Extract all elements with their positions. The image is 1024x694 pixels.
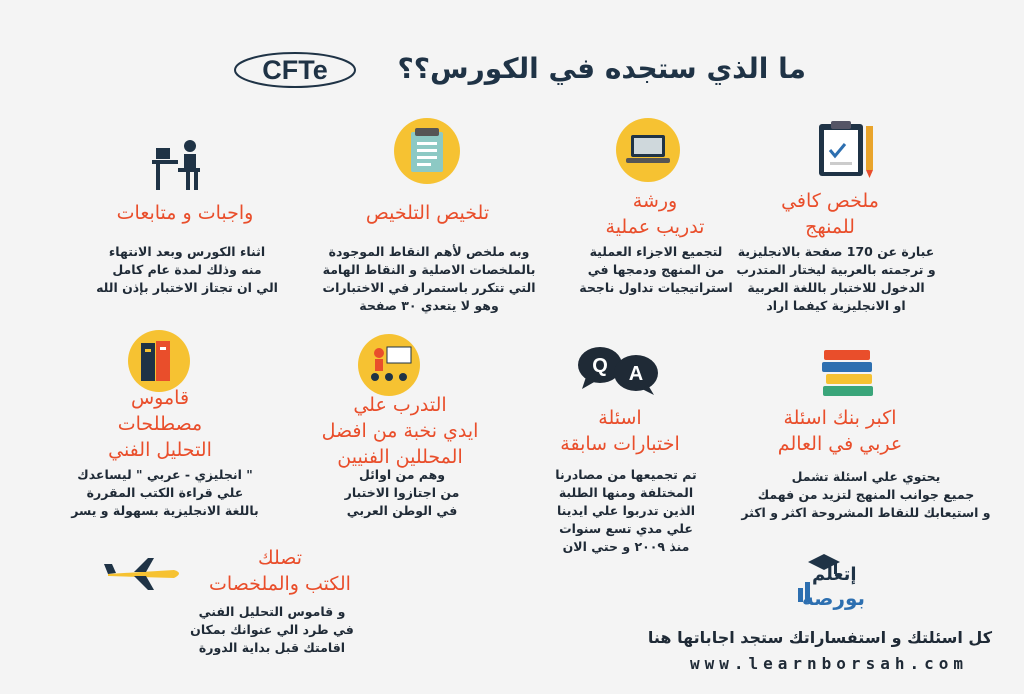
qa-bubbles-icon — [576, 345, 660, 399]
feature-heading: ايدي نخبة من افضل — [321, 420, 479, 442]
feature-heading: تلخيص التلخيص — [365, 202, 490, 224]
feature-body-line: الذين تدربوا علي ايدينا — [556, 503, 696, 518]
feature-body-line: منذ ٢٠٠٩ و حتي الان — [562, 539, 690, 554]
presenter-icon — [358, 334, 420, 396]
feature-body-line: وهم من اوائل — [358, 467, 446, 482]
feature-body-line: وبه ملخص لأهم النقاط الموجودة — [328, 244, 530, 259]
notepad-icon — [394, 118, 460, 184]
feature-heading: قاموس — [130, 387, 190, 409]
feature-body-line: اقامتك قبل بداية الدورة — [198, 640, 346, 655]
feature-body-line: و قاموس التحليل الفني — [198, 604, 346, 619]
svg-text:A: A — [628, 363, 644, 385]
feature-heading: عربي في العالم — [777, 433, 903, 455]
feature-body-line: علي قراءة الكتب المقررة — [86, 485, 244, 500]
feature-body-line: جميع جوانب المنهج لتزيد من فهمك — [757, 487, 975, 502]
feature-body-line: استراتيجيات تداول ناجحة — [579, 280, 733, 295]
feature-heading: ملخص كافي — [781, 190, 879, 212]
feature-heading: اختبارات سابقة — [560, 433, 680, 455]
feature-body-line: منه وذلك لمدة عام كامل — [112, 262, 262, 277]
website-link[interactable]: www.learnborsah.com — [689, 654, 968, 673]
feature-heading: اسئلة — [598, 407, 642, 429]
feature-body-line: بالملخصات الاصلية و النقاط الهامة — [322, 262, 536, 277]
feature-heading: تدريب عملية — [605, 216, 705, 238]
brand-line1: إتعلم — [812, 564, 857, 585]
feature-body-line: المختلفة ومنها الطلبة — [558, 485, 694, 500]
feature-heading: التحليل الفني — [108, 439, 212, 461]
feature-heading: اكبر بنك اسئلة — [783, 407, 897, 429]
feature-heading: للمنهج — [805, 216, 855, 238]
feature-heading: مصطلحات — [117, 413, 203, 435]
page-title: ما الذي ستجده في الكورس؟؟ — [397, 52, 806, 85]
feature-heading: الكتب والملخصات — [209, 573, 351, 595]
cfte-logo — [232, 50, 358, 94]
feature-body-line: في طرد الي عنوانك بمكان — [190, 622, 354, 637]
desk-worker-icon — [148, 138, 208, 196]
feature-body-line: علي مدي تسع سنوات — [559, 521, 693, 536]
feature-body-line: و ترجمته بالعربية ليختار المتدرب — [736, 262, 936, 277]
svg-text:Q: Q — [592, 355, 608, 377]
feature-body-line: الي ان تجتاز الاختبار بإذن الله — [96, 280, 278, 295]
feature-body-line: في الوطن العربي — [346, 503, 458, 518]
feature-body-line: وهو لا يتعدي ٣٠ صفحة — [359, 298, 499, 313]
feature-heading: ورشة — [632, 190, 678, 212]
clipboard-checklist-icon — [815, 120, 877, 184]
footer-question-text: كل اسئلتك و استفساراتك ستجد اجاباتها هنا — [647, 628, 992, 647]
feature-body-line: يحتوي علي اسئلة تشمل — [791, 469, 941, 484]
books-stack-icon — [820, 346, 876, 402]
feature-body-line: لتجميع الاجزاء العملية — [589, 244, 723, 259]
feature-body-line: من المنهج ودمجها في — [587, 262, 725, 277]
feature-body-line: باللغة الانجليزية بسهولة و يسر — [71, 503, 259, 518]
feature-body-line: عبارة عن 170 صفحة بالانجليزية — [737, 244, 935, 259]
laptop-icon — [616, 118, 680, 182]
brand-logo — [788, 548, 878, 618]
feature-heading: واجبات و متابعات — [116, 202, 254, 224]
feature-heading: التدرب علي — [353, 394, 447, 416]
logo-text: CFTe — [262, 55, 328, 85]
dictionary-books-icon — [128, 330, 190, 392]
feature-body-line: اثناء الكورس وبعد الانتهاء — [108, 244, 266, 259]
feature-heading: تصلك — [257, 547, 303, 569]
feature-body-line: التي تتكرر باستمرار في الاختبارات — [322, 280, 536, 295]
feature-body-line: " انجليزي - عربي " ليساعدك — [77, 467, 253, 482]
feature-body-line: او الانجليزية كيفما اراد — [766, 298, 906, 313]
feature-body-line: و استيعابك للنقاط المشروحة اكثر و اكثر — [741, 505, 991, 520]
brand-line2: بورصة — [802, 586, 866, 610]
feature-heading: المحللين الفنيين — [337, 446, 463, 468]
feature-body-line: من اجتازوا الاختبار — [344, 485, 460, 500]
feature-body-line: تم تجميعها من مصادرنا — [555, 467, 697, 482]
feature-body-line: الدخول للاختبار باللغة العربية — [747, 280, 925, 295]
airplane-icon — [104, 556, 184, 596]
